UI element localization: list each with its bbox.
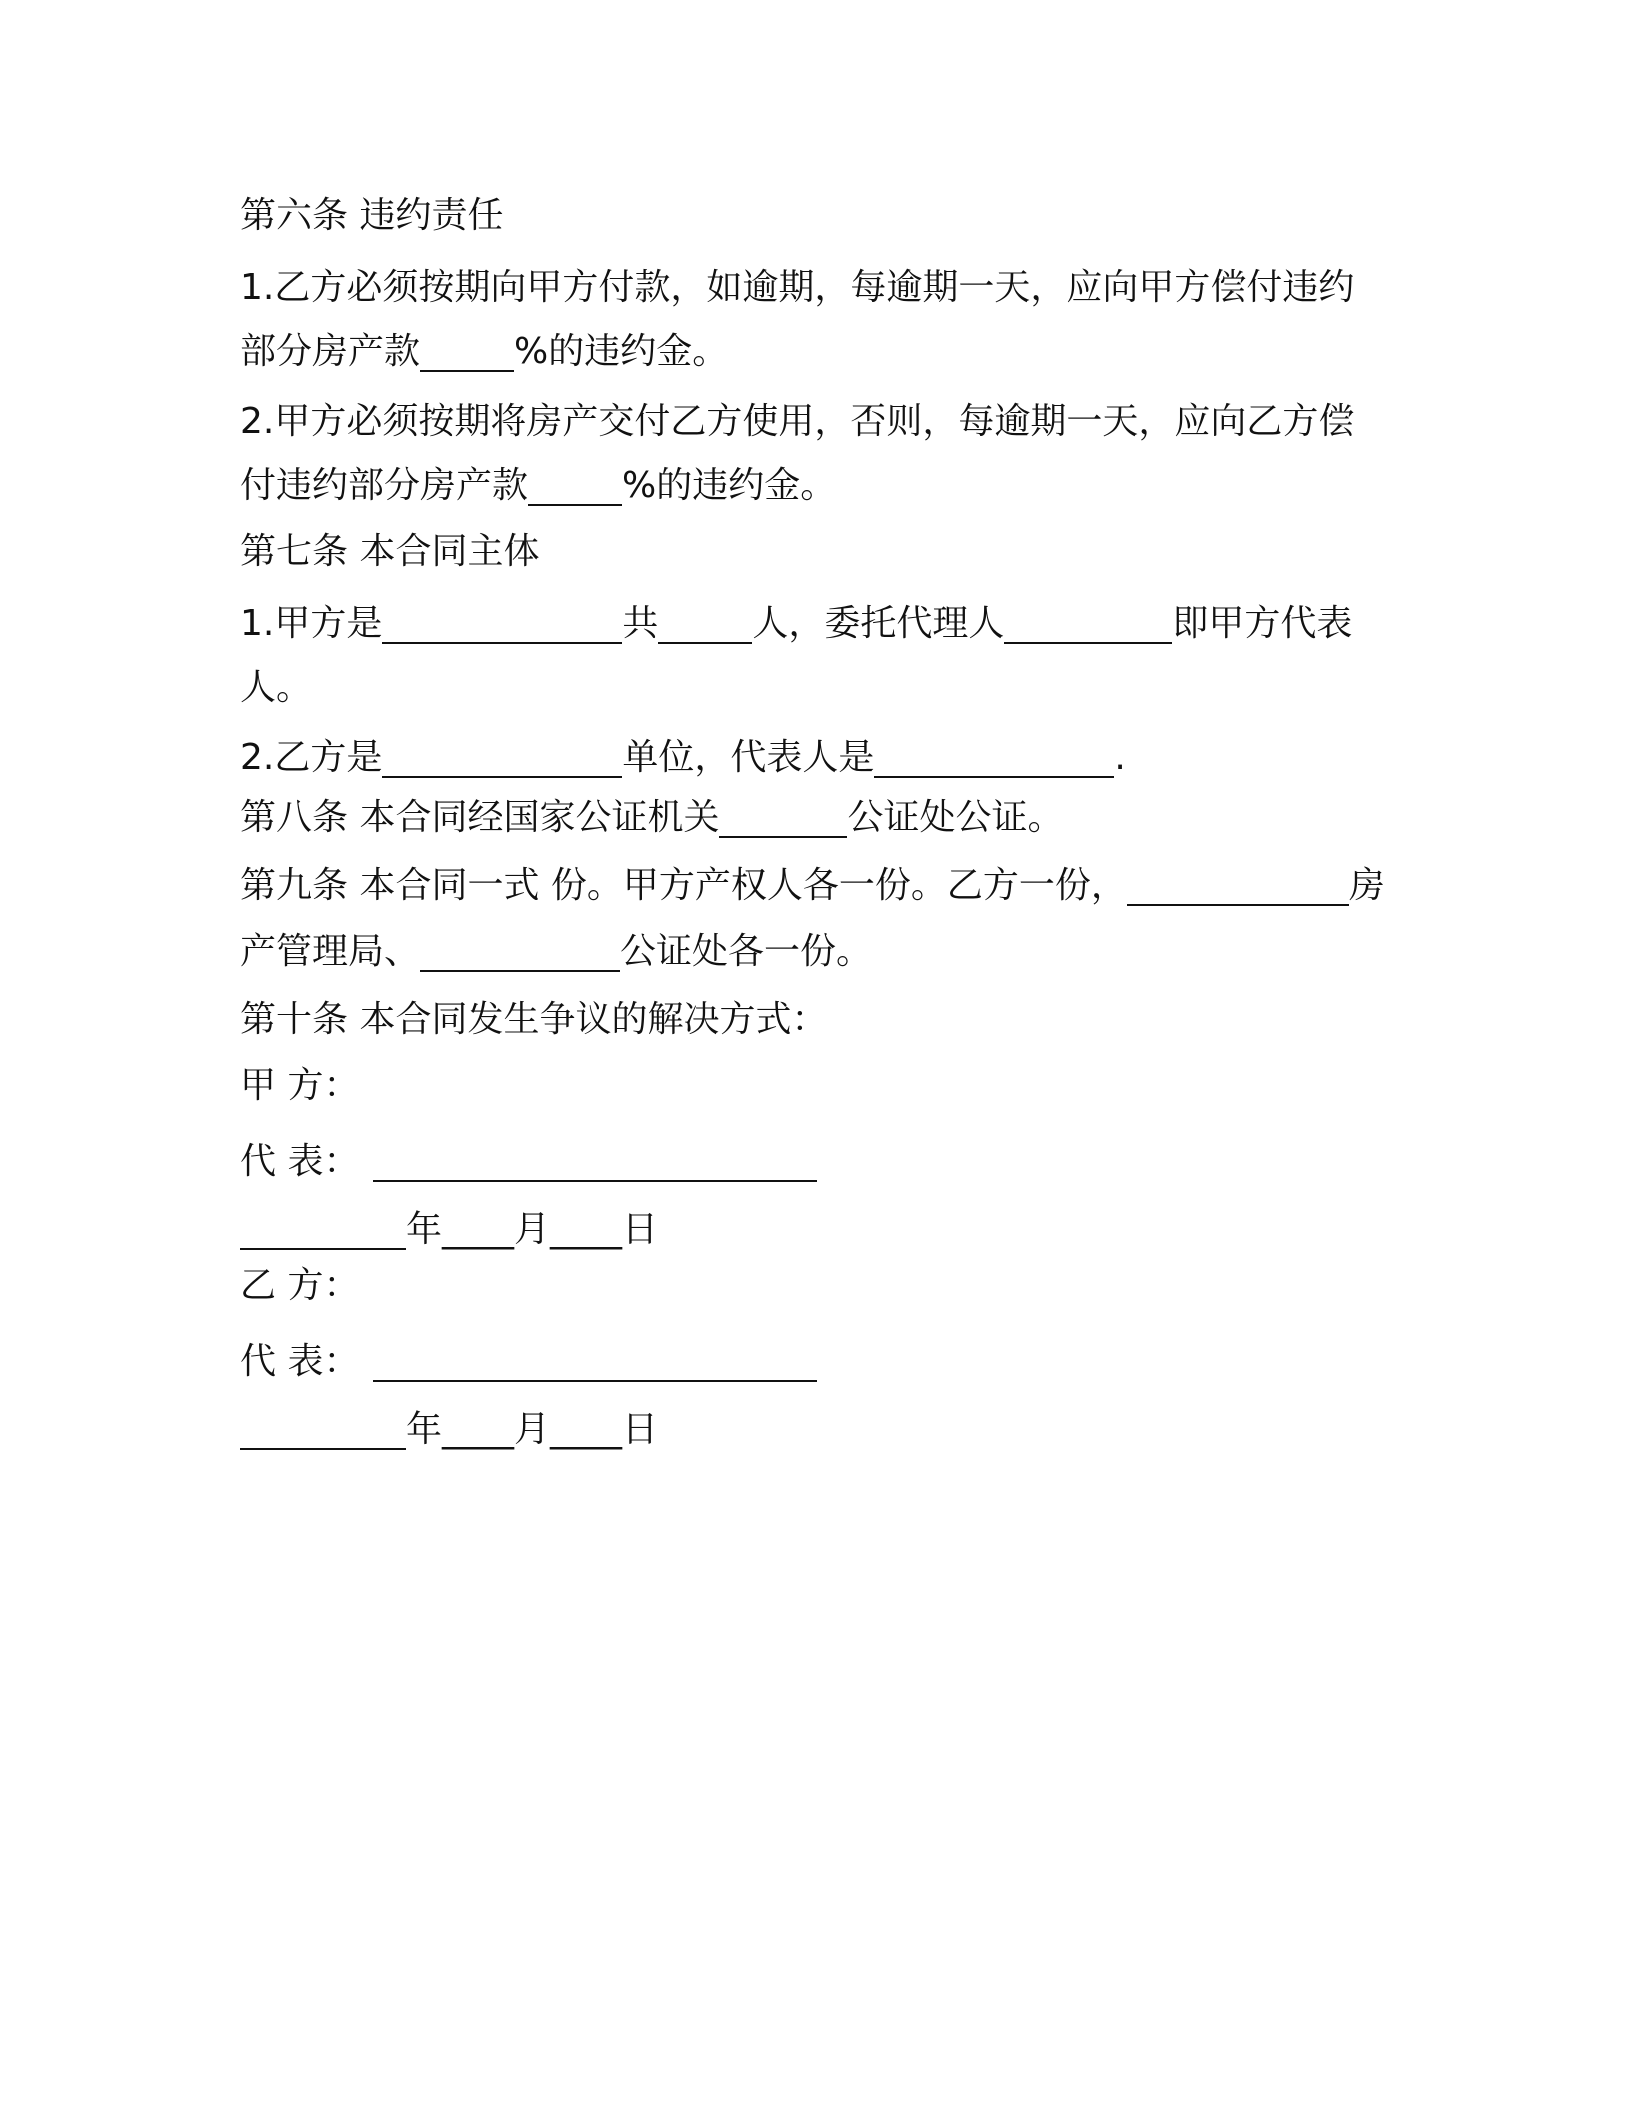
party-a-count-blank[interactable] bbox=[658, 604, 752, 644]
article7-item1-line2: 人。 bbox=[240, 667, 313, 708]
housing-authority-blank[interactable] bbox=[1127, 866, 1349, 906]
penalty-rate-blank-2[interactable] bbox=[528, 466, 622, 506]
notary-office-blank[interactable] bbox=[420, 932, 620, 972]
party-b-representative-blank[interactable] bbox=[874, 738, 1114, 778]
party-a-name-blank[interactable] bbox=[382, 604, 622, 644]
article6-item2-line1: 2.甲方必须按期将房产交付乙方使用，否则，每逾期一天，应向乙方偿 bbox=[240, 401, 1355, 442]
party-b-date-blank[interactable] bbox=[240, 1406, 406, 1450]
party-b-unit-blank[interactable] bbox=[382, 738, 622, 778]
party-a-date-line: 年____月____日 bbox=[240, 1206, 658, 1250]
party-b-representative-signature-blank[interactable] bbox=[373, 1332, 817, 1382]
article7-item2-line: 2.乙方是 单位，代表人是 . bbox=[240, 737, 1126, 778]
article8-line: 第八条 本合同经国家公证机关 公证处公证。 bbox=[240, 797, 1064, 838]
article6-heading: 第六条 违约责任 bbox=[240, 195, 504, 236]
article6-item1-line1: 1.乙方必须按期向甲方付款，如逾期，每逾期一天，应向甲方偿付违约 bbox=[240, 267, 1355, 308]
party-b-representative-line: 代 表： bbox=[240, 1332, 817, 1382]
article10-heading: 第十条 本合同发生争议的解决方式： bbox=[240, 999, 828, 1040]
notary-authority-blank[interactable] bbox=[719, 798, 847, 838]
article6-item1-line2: 部分房产款 %的违约金。 bbox=[240, 331, 729, 372]
party-a-label: 甲 方： bbox=[240, 1065, 360, 1106]
party-a-date-blank[interactable] bbox=[240, 1206, 406, 1250]
party-b-date-line: 年____月____日 bbox=[240, 1406, 658, 1450]
agent-name-blank[interactable] bbox=[1004, 604, 1172, 644]
article7-heading: 第七条 本合同主体 bbox=[240, 531, 540, 572]
article7-item1-line1: 1.甲方是 共 人，委托代理人 即甲方代表 bbox=[240, 603, 1353, 644]
article9-line2: 产管理局、 公证处各一份。 bbox=[240, 931, 873, 972]
party-a-representative-signature-blank[interactable] bbox=[373, 1132, 817, 1182]
party-b-label: 乙 方： bbox=[240, 1265, 360, 1306]
penalty-rate-blank-1[interactable] bbox=[420, 332, 514, 372]
party-a-representative-line: 代 表： bbox=[240, 1132, 817, 1182]
article6-item2-line2: 付违约部分房产款 %的违约金。 bbox=[240, 465, 837, 506]
article9-line1: 第九条 本合同一式 份。甲方产权人各一份。乙方一份， 房 bbox=[240, 865, 1385, 906]
